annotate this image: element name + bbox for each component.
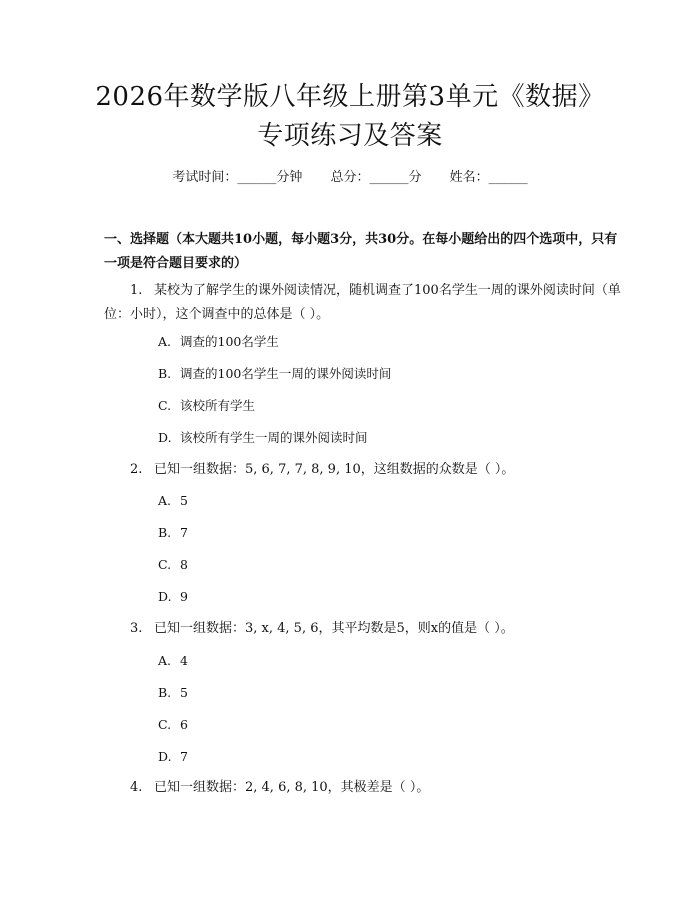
section-heading-choice: 一、选择题（本大题共10小题，每小题3分，共30分。在每小题给出的四个选项中，只有一项是符合题目要求的） [104,232,618,271]
option-letter: C. [158,398,172,413]
option-text: 9 [180,589,188,604]
option-letter: A. [158,493,172,508]
option-text: 调查的100名学生 [180,334,279,349]
document-title-line-2: 专项练习及答案 [257,121,443,151]
question-number: 4. [130,780,143,795]
option-text: 4 [180,653,188,668]
option-letter: B. [158,525,172,540]
option-text: 7 [180,749,188,764]
question-2-option-b [158,524,188,542]
question-2-option-c [158,556,188,574]
question-number: 2. [130,462,143,477]
question-number: 1. [130,283,143,298]
exam-total-score: 总分：______分 [330,170,422,185]
question-3-option-d [158,748,188,766]
option-letter: D. [158,749,172,764]
question-3-option-b [158,684,188,702]
question-1-option-a [158,333,279,351]
option-text: 7 [180,525,188,540]
document-title-line-1: 2026年数学版八年级上册第3单元《数据》 [95,82,605,112]
question-2-option-d [158,588,188,606]
question-2 [104,458,624,482]
option-letter: D. [158,589,172,604]
question-1 [104,279,624,327]
exam-meta [0,169,700,187]
question-3-option-a [158,652,188,670]
option-letter: B. [158,685,172,700]
question-text: 已知一组数据：2, 4, 6, 8, 10，其极差是（ ）。 [154,780,430,795]
option-text: 8 [180,557,188,572]
option-text: 该校所有学生一周的课外阅读时间 [180,430,368,445]
option-letter: C. [158,717,172,732]
option-letter: A. [158,334,172,349]
option-text: 6 [180,717,188,732]
option-text: 调查的100名学生一周的课外阅读时间 [180,366,392,381]
question-text: 已知一组数据：5, 6, 7, 7, 8, 9, 10，这组数据的众数是（ ）。 [154,462,515,477]
question-1-option-c [158,397,255,415]
question-3-option-c [158,716,188,734]
question-4 [104,776,624,800]
question-text: 已知一组数据：3, x, 4, 5, 6，其平均数是5，则x的值是（ ）。 [154,621,514,636]
option-letter: C. [158,557,172,572]
question-1-option-b [158,365,391,383]
question-number: 3. [130,621,143,636]
question-1-option-d [158,429,368,447]
option-text: 5 [180,685,188,700]
option-text: 该校所有学生 [180,398,256,413]
student-name: 姓名：______ [449,170,528,185]
question-2-option-a [158,492,188,510]
option-letter: D. [158,430,172,445]
exam-time: 考试时间：______分钟 [172,170,303,185]
question-text: 某校为了解学生的课外阅读情况，随机调查了100名学生一周的课外阅读时间（单位：小时），这个调查中的总体是（ ）。 [104,283,621,322]
option-letter: A. [158,653,172,668]
option-letter: B. [158,366,172,381]
question-3 [104,617,624,641]
option-text: 5 [180,493,188,508]
